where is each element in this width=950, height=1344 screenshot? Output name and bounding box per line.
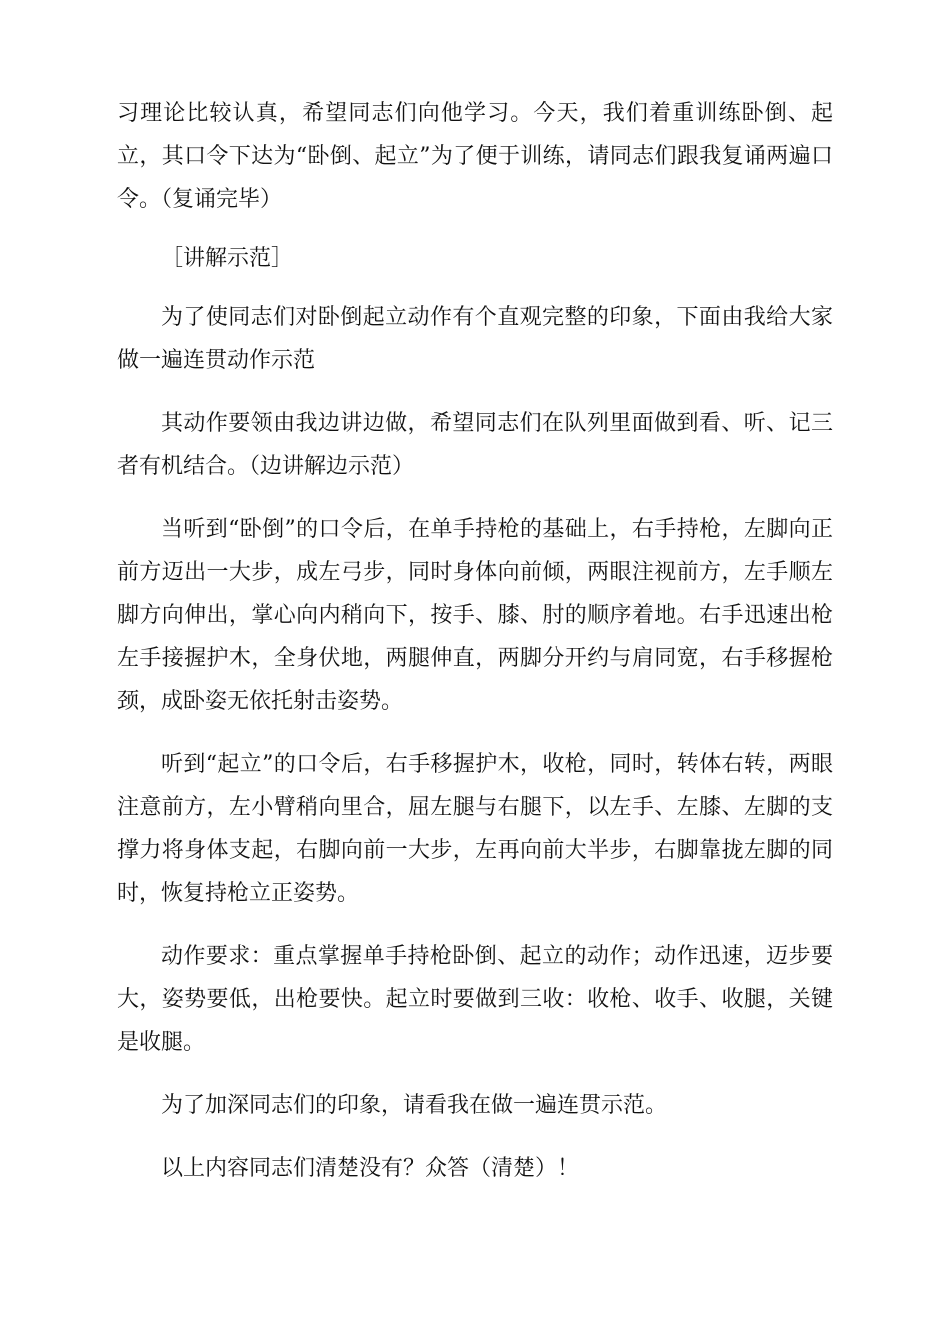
paragraph-repeat-demo: 为了加深同志们的印象，请看我在做一遍连贯示范。 xyxy=(161,1093,668,1118)
paragraph-stand-up-steps: 听到“起立”的口令后，右手移握护木，收枪，同时，转体右转，两眼注意前方，左小臂稍向里合，屈左腿与右腿下，以左手、左膝、左脚的支撑力将身体支起，右脚向前一大步，左再向前大半步，右脚靠拢左脚的同时，恢复持枪立正姿势。 xyxy=(117,752,833,906)
document-body xyxy=(117,92,833,1190)
paragraph-demo-intro: 为了使同志们对卧倒起立动作有个直观完整的印象，下面由我给大家做一遍连贯动作示范 xyxy=(117,305,833,373)
paragraph-requirements: 动作要求：重点掌握单手持枪卧倒、起立的动作；动作迅速，迈步要大，姿势要低，出枪要快。起立时要做到三收：收枪、收手、收腿，关键是收腿。 xyxy=(117,944,833,1055)
paragraph-closing-question: 以上内容同志们清楚没有？众答（清楚）！ xyxy=(161,1156,580,1181)
paragraph-lie-down-steps: 当听到“卧倒”的口令后，在单手持枪的基础上，右手持枪，左脚向正前方迈出一大步，成左弓步，同时身体向前倾，两眼注视前方，左手顺左脚方向伸出，掌心向内稍向下，按手、膝、肘的顺序着地。右手迅速出枪左手接握护木，全身伏地，两腿伸直，两脚分开约与肩同宽，右手移握枪颈，成卧姿无依托射击姿势。 xyxy=(117,517,833,714)
paragraph-demo-method: 其动作要领由我边讲边做，希望同志们在队列里面做到看、听、记三者有机结合。（边讲解边示范） xyxy=(117,411,833,479)
section-heading-demonstration: ［讲解示范］ xyxy=(161,246,294,271)
paragraph-intro-continuation: 习理论比较认真，希望同志们向他学习。今天，我们着重训练卧倒、起立，其口令下达为“卧倒、起立”为了便于训练，请同志们跟我复诵两遍口令。（复诵完毕） xyxy=(117,101,833,212)
